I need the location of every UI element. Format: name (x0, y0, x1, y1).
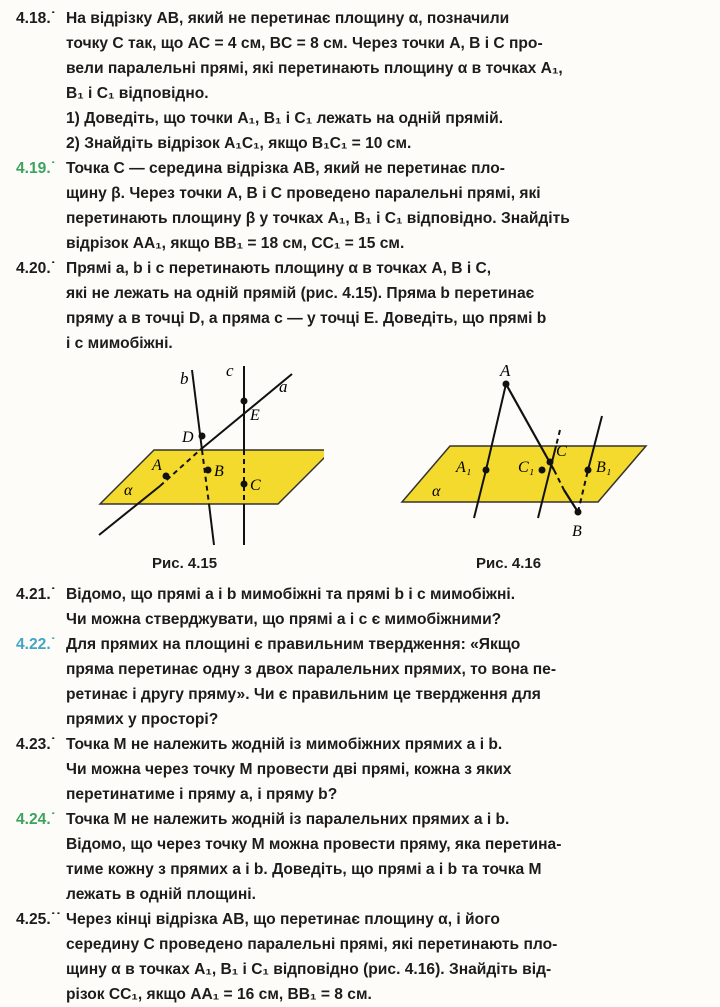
problem-number: 4.25.˙˙ (16, 911, 62, 928)
point-A1 (483, 467, 490, 474)
problem-text-line: Для прямих на площині є правильним твердження: «Якщо (66, 636, 521, 653)
problem-number: 4.21.˙ (16, 586, 56, 603)
problem-4-23 (14, 732, 704, 807)
label-c: c (226, 361, 234, 380)
point-C1 (539, 467, 546, 474)
problem-text-line: лежать в одній площині. (66, 886, 256, 903)
point-A (163, 473, 170, 480)
label-A: A (152, 457, 162, 474)
label-alpha: α (432, 483, 441, 500)
label-B: B (214, 463, 224, 480)
figure-caption-4-16: Рис. 4.16 (476, 555, 542, 572)
problem-4-25 (14, 907, 704, 1007)
plane-alpha (100, 450, 324, 504)
problem-text-line: точку C так, що AC = 4 см, BC = 8 см. Через точки A, B і C про- (66, 35, 543, 52)
point-B (575, 509, 582, 516)
label-A1: A₁ (456, 459, 472, 476)
problem-4-24 (14, 807, 704, 907)
problem-number: 4.23.˙ (16, 736, 56, 753)
problem-text-line: тиме кожну з прямих a і b. Доведіть, що прямі a і b та точка M (66, 861, 542, 878)
point-A (503, 381, 510, 388)
figure-4-16 (394, 360, 674, 550)
line-b-lower (209, 504, 214, 545)
label-A: A (500, 361, 511, 380)
problem-4-20 (14, 256, 704, 356)
problem-text-line: Чи можна стверджувати, що прямі a і c є мимобіжними? (66, 611, 502, 628)
problem-text-line: На відрізку AB, який не перетинає площину α, позначили (66, 10, 510, 27)
problem-text-line: перетинатиме і пряму a, і пряму b? (66, 786, 338, 803)
textbook-page (14, 6, 704, 1007)
label-B: B (572, 523, 582, 540)
label-a: a (279, 377, 288, 396)
problem-text-line: відрізок AA₁, якщо BB₁ = 18 см, CC₁ = 15 см. (66, 235, 405, 252)
point-B (205, 467, 212, 474)
problem-text-line: Відомо, що через точку M можна провести пряму, яка перетина- (66, 836, 562, 853)
point-C (547, 459, 554, 466)
problem-4-21 (14, 582, 704, 632)
label-B1: B₁ (596, 459, 612, 476)
problem-text-line: Точка M не належить жодній із мимобіжних прямих a і b. (66, 736, 503, 753)
problem-text-line: Через кінці відрізка AB, що перетинає площину α, і його (66, 911, 500, 928)
problem-number: 4.19.˙ (16, 160, 56, 177)
problem-4-19 (14, 156, 704, 256)
problem-4-18 (14, 6, 704, 156)
label-C: C (556, 443, 567, 460)
problem-text-line: 2) Знайдіть відрізок A₁C₁, якщо B₁C₁ = 10 см. (66, 135, 412, 152)
label-C1: C₁ (518, 459, 535, 476)
problem-text-line: 1) Доведіть, що точки A₁, B₁ і C₁ лежать на одній прямій. (66, 110, 504, 127)
problem-text-line: Точка C — середина відрізка AB, який не перетинає пло- (66, 160, 505, 177)
problem-text-line: пряму a в точці D, а пряма c — у точці E. Доведіть, що прямі b (66, 310, 547, 327)
problem-text-line: Відомо, що прямі a і b мимобіжні та прямі b і c мимобіжні. (66, 586, 516, 603)
problem-text-line: Чи можна через точку M провести дві прямі, кожна з яких (66, 761, 512, 778)
point-E (241, 398, 248, 405)
problem-number: 4.18.˙ (16, 10, 56, 27)
label-D: D (182, 429, 194, 446)
problem-4-22 (14, 632, 704, 732)
problem-text-line: щину β. Через точки A, B і C проведено паралельні прямі, які (66, 185, 541, 202)
problem-text-line: вели паралельні прямі, які перетинають площину α в точках A₁, (66, 60, 563, 77)
problem-number: 4.22.˙ (16, 636, 56, 653)
problem-text-line: пряма перетинає одну з двох паралельних прямих, то вона пе- (66, 661, 557, 678)
figures-row (14, 360, 704, 582)
figure-4-15 (84, 360, 324, 550)
problem-text-line: щину α в точках A₁, B₁ і C₁ відповідно (рис. 4.16). Знайдіть від- (66, 961, 552, 978)
problem-text-line: Точка M не належить жодній із паралельних прямих a і b. (66, 811, 510, 828)
problem-text-line: середину C проведено паралельні прямі, які перетинають пло- (66, 936, 558, 953)
label-b: b (180, 369, 189, 388)
problem-text-line: перетинають площину β у точках A₁, B₁ і C₁ відповідно. Знайдіть (66, 210, 570, 227)
problem-text-line: ретинає і другу пряму». Чи є правильним це твердження для (66, 686, 541, 703)
point-D (199, 433, 206, 440)
label-C: C (250, 477, 261, 494)
label-alpha: α (124, 482, 133, 499)
point-C (241, 481, 248, 488)
problem-text-line: прямих у просторі? (66, 711, 219, 728)
problem-number: 4.24.˙ (16, 811, 56, 828)
label-E: E (250, 407, 260, 424)
point-B1 (585, 467, 592, 474)
problem-number: 4.20.˙ (16, 260, 56, 277)
problem-text-line: різок CC₁, якщо AA₁ = 16 см, BB₁ = 8 см. (66, 986, 372, 1003)
problem-text-line: Прямі a, b і c перетинають площину α в точках A, B і C, (66, 260, 492, 277)
problem-text-line: B₁ і C₁ відповідно. (66, 85, 209, 102)
figure-caption-4-15: Рис. 4.15 (152, 555, 218, 572)
problem-text-line: і c мимобіжні. (66, 335, 173, 352)
problem-text-line: які не лежать на одній прямій (рис. 4.15). Пряма b перетинає (66, 285, 535, 302)
